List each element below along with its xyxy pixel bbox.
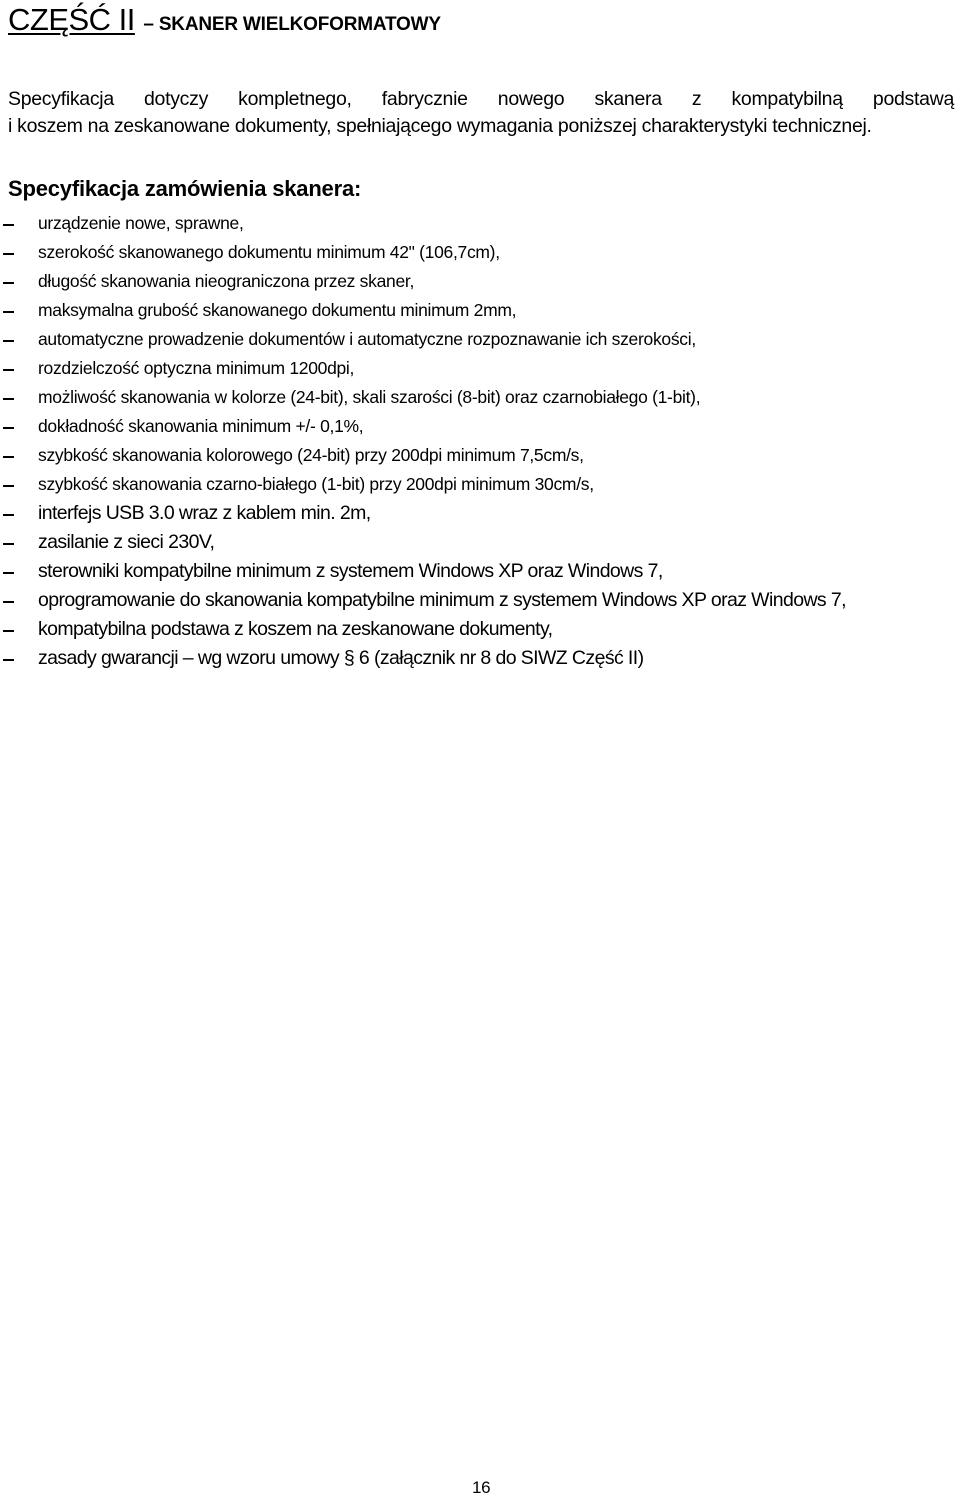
section-title	[143, 14, 440, 35]
spec-item	[0, 296, 960, 325]
spec-item	[0, 383, 960, 412]
spec-item-text: dokładność skanowania minimum +/- 0,1%,	[38, 416, 364, 436]
page-number: 16	[472, 1478, 491, 1497]
spec-item-text: długość skanowania nieograniczona przez skaner,	[38, 271, 415, 291]
spec-item	[0, 499, 960, 528]
spec-item	[0, 325, 960, 354]
spec-item-text: szybkość skanowania czarno-białego (1-bit) przy 200dpi minimum 30cm/s,	[38, 474, 594, 494]
section-heading	[8, 2, 441, 44]
spec-item-text: rozdzielczość optyczna minimum 1200dpi,	[38, 358, 355, 378]
spec-item-text: maksymalna grubość skanowanego dokumentu minimum 2mm,	[38, 300, 517, 320]
spec-item	[0, 470, 960, 499]
spec-item	[0, 441, 960, 470]
spec-item-text: zasady gwarancji – wg wzoru umowy § 6 (załącznik nr 8 do SIWZ Część II)	[38, 647, 644, 669]
spec-item	[0, 586, 960, 615]
spec-item-text: automatyczne prowadzenie dokumentów i automatyczne rozpoznawanie ich szerokości,	[38, 329, 696, 349]
intro-line-2: i koszem na zeskanowane dokumenty, spełniającego wymagania poniższej charakterystyki technicznej.	[8, 115, 872, 137]
title-text: SKANER WIELKOFORMATOWY	[158, 14, 441, 35]
spec-item	[0, 267, 960, 296]
spec-list	[0, 209, 960, 673]
spec-item	[0, 238, 960, 267]
spec-item	[0, 528, 960, 557]
spec-heading: Specyfikacja zamówienia skanera:	[8, 176, 362, 201]
spec-item	[0, 412, 960, 441]
spec-item	[0, 557, 960, 586]
spec-item-text: możliwość skanowania w kolorze (24-bit), skali szarości (8-bit) oraz czarnobiałego (1-bit),	[38, 387, 701, 407]
spec-item	[0, 644, 960, 673]
spec-item-text: urządzenie nowe, sprawne,	[38, 213, 244, 233]
spec-item	[0, 354, 960, 383]
intro-line-1: Specyfikacja dotyczy kompletnego, fabrycznie nowego skanera z kompatybilną podstawą	[8, 88, 954, 110]
spec-item-text: szerokość skanowanego dokumentu minimum 42" (106,7cm),	[38, 242, 500, 262]
spec-item	[0, 615, 960, 644]
spec-item-text: oprogramowanie do skanowania kompatybilne minimum z systemem Windows XP oraz Windows 7,	[38, 589, 846, 611]
spec-item-text: interfejs USB 3.0 wraz z kablem min. 2m,	[38, 502, 371, 524]
spec-item-text: zasilanie z sieci 230V,	[38, 531, 215, 553]
part-label: CZĘŚĆ II	[8, 2, 135, 37]
title-separator: –	[143, 14, 154, 35]
spec-item-text: kompatybilna podstawa z koszem na zeskanowane dokumenty,	[38, 618, 553, 640]
intro-paragraph	[8, 86, 954, 140]
spec-item	[0, 209, 960, 238]
spec-item-text: sterowniki kompatybilne minimum z systemem Windows XP oraz Windows 7,	[38, 560, 663, 582]
spec-item-text: szybkość skanowania kolorowego (24-bit) przy 200dpi minimum 7,5cm/s,	[38, 445, 584, 465]
